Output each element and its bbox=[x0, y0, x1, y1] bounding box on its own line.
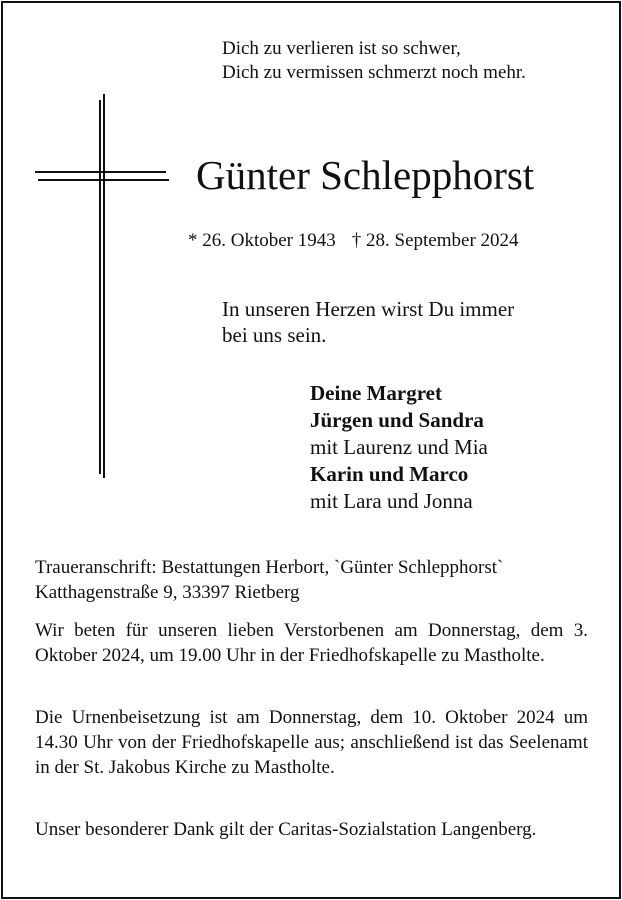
address-line: Katthagenstraße 9, 33397 Rietberg bbox=[35, 582, 300, 603]
family-line: Karin und Marco bbox=[310, 462, 469, 486]
mourning-address bbox=[35, 555, 588, 605]
family-signatures bbox=[310, 380, 488, 515]
thanks-paragraph: Unser besonderer Dank gilt der Caritas-Sozialstation Langenberg. bbox=[35, 819, 537, 840]
quote-line: Dich zu vermissen schmerzt noch mehr. bbox=[222, 62, 526, 83]
family-line: mit Lara und Jonna bbox=[310, 489, 473, 513]
family-line: Deine Margret bbox=[310, 381, 442, 405]
memorial-quote bbox=[222, 37, 526, 85]
birth-date: * 26. Oktober 1943 bbox=[188, 230, 336, 251]
quote-line: Dich zu verlieren ist so schwer, bbox=[222, 38, 461, 59]
family-line: mit Laurenz und Mia bbox=[310, 435, 488, 459]
life-dates bbox=[188, 228, 519, 254]
verse-line: bei uns sein. bbox=[222, 323, 327, 347]
verse-line: In unseren Herzen wirst Du immer bbox=[222, 297, 515, 321]
service-paragraph: Wir beten für unseren lieben Verstorbenen am Donnerstag, dem 3. Oktober 2024, um 19.00 Uhr in der Friedhofskapelle zu Mastholte. bbox=[35, 620, 588, 666]
deceased-name: Günter Schlepphorst bbox=[196, 152, 535, 198]
death-date: † 28. September 2024 bbox=[351, 230, 519, 251]
address-line: Traueranschrift: Bestattungen Herbort, `Günter Schlepphorst` bbox=[35, 557, 504, 578]
memorial-verse bbox=[222, 296, 514, 348]
family-line: Jürgen und Sandra bbox=[310, 408, 484, 432]
burial-paragraph: Die Urnenbeisetzung ist am Donnerstag, dem 10. Oktober 2024 um 14.30 Uhr von der Friedhofskapelle aus; anschließend ist das Seelenamt in der St. Jakobus Kirche zu Mastholte. bbox=[35, 707, 588, 778]
cross-icon bbox=[34, 94, 170, 478]
